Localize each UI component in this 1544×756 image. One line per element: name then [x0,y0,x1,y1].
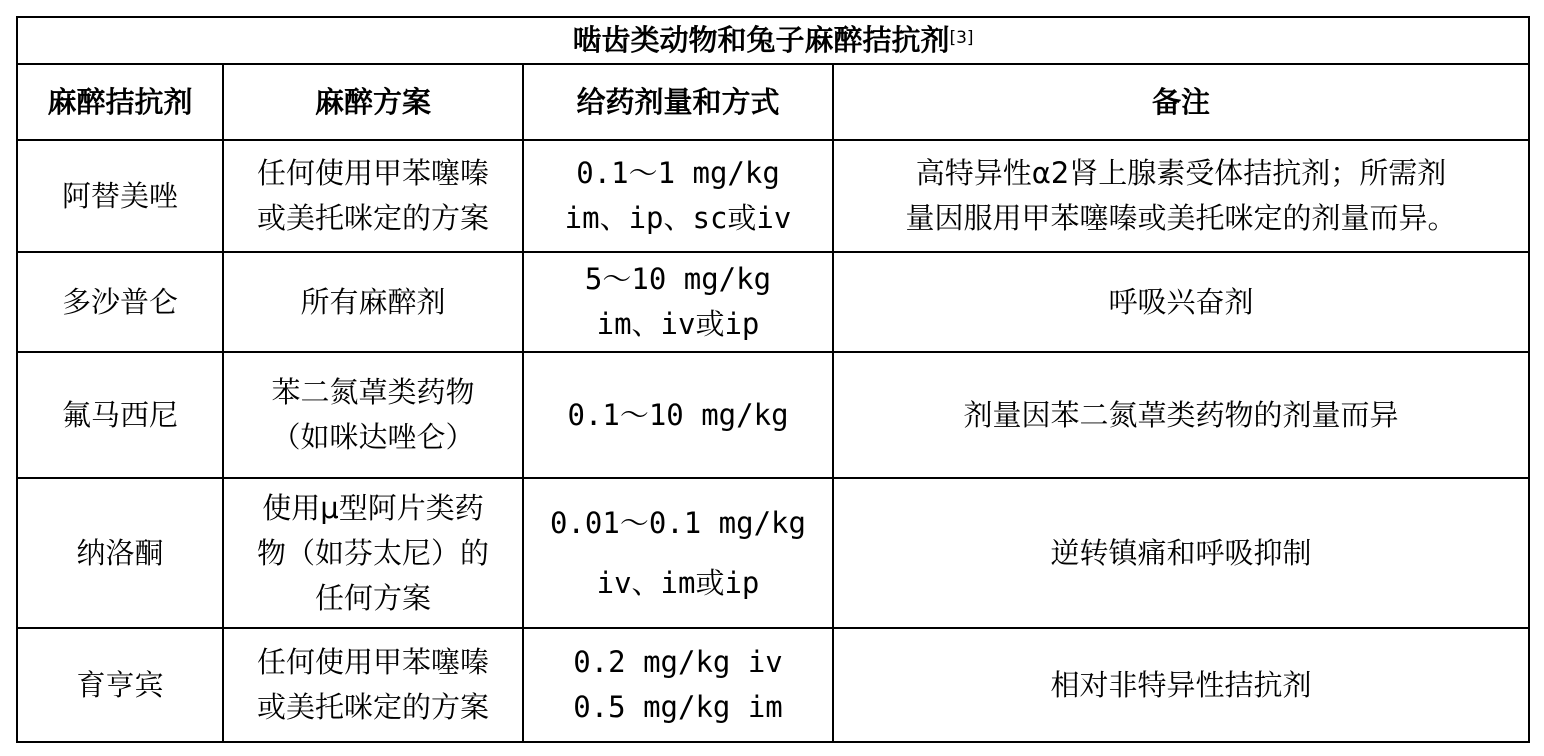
antagonist-table [16,16,1530,743]
plan-cell [223,478,523,628]
dose-line: 0.5 mg/kg im [573,690,783,724]
note-line: 相对非特异性拮抗剂 [1050,667,1312,702]
column-header-plan: 麻醉方案 [223,64,523,140]
dose-cell [523,628,833,742]
note-line: 量因服用甲苯噻嗪或美托咪定的剂量而异。 [905,201,1457,235]
plan-cell [223,628,523,742]
plan-line: 物（如芬太尼）的 [256,535,489,570]
antagonist-cell: 阿替美唑 [17,140,223,252]
plan-cell [223,140,523,252]
dose-line: iv、im或ip [596,566,760,600]
plan-line: 苯二氮䓬类药物 [271,375,475,409]
note-cell [833,478,1529,628]
table-row [17,352,1529,478]
table-row [17,252,1529,352]
note-cell [833,628,1529,742]
dose-cell [523,478,833,628]
antagonist-cell: 纳洛酮 [17,478,223,628]
dose-cell [523,352,833,478]
dose-line: 0.2 mg/kg iv [573,645,783,679]
note-cell [833,140,1529,252]
plan-line: 任何使用甲苯噻嗪 [256,645,489,679]
note-cell [833,352,1529,478]
table-title-text: 啮齿类动物和兔子麻醉拮抗剂 [572,23,950,57]
title-row [17,17,1529,64]
plan-line: （如咪达唑仑） [271,420,475,454]
column-header-antagonist: 麻醉拮抗剂 [17,64,223,140]
note-line: 呼吸兴奋剂 [1108,284,1254,319]
column-header-dose: 给药剂量和方式 [523,64,833,140]
plan-line: 所有麻醉剂 [300,284,446,319]
plan-cell [223,252,523,352]
dose-line: im、ip、sc或iv [564,201,792,235]
dose-line: 0.1～1 mg/kg [576,156,780,190]
dose-line: 0.01～0.1 mg/kg [550,506,806,540]
plan-line: 或美托咪定的方案 [256,201,489,235]
table-row [17,140,1529,252]
plan-line: 或美托咪定的方案 [256,690,489,724]
note-line: 剂量因苯二氮䓬类药物的剂量而异 [963,397,1399,432]
column-header-note: 备注 [833,64,1529,140]
table-row [17,478,1529,628]
table-row [17,628,1529,742]
note-cell [833,252,1529,352]
antagonist-cell: 氟马西尼 [17,352,223,478]
dose-line: im、iv或ip [596,307,760,341]
dose-line: 5～10 mg/kg [584,262,772,296]
plan-line: 使用μ型阿片类药 [262,490,484,525]
antagonist-cell: 多沙普仑 [17,252,223,352]
dose-cell [523,252,833,352]
note-line: 高特异性α2肾上腺素受体拮抗剂；所需剂 [915,156,1447,190]
plan-line: 任何使用甲苯噻嗪 [256,156,489,190]
table-title-ref: [3] [949,28,974,48]
plan-cell [223,352,523,478]
antagonist-cell: 育亨宾 [17,628,223,742]
dose-line: 0.1～10 mg/kg [567,397,789,432]
header-row [17,64,1529,140]
plan-line: 任何方案 [314,580,431,615]
dose-cell [523,140,833,252]
table-title [17,17,1529,64]
note-line: 逆转镇痛和呼吸抑制 [1050,535,1312,570]
